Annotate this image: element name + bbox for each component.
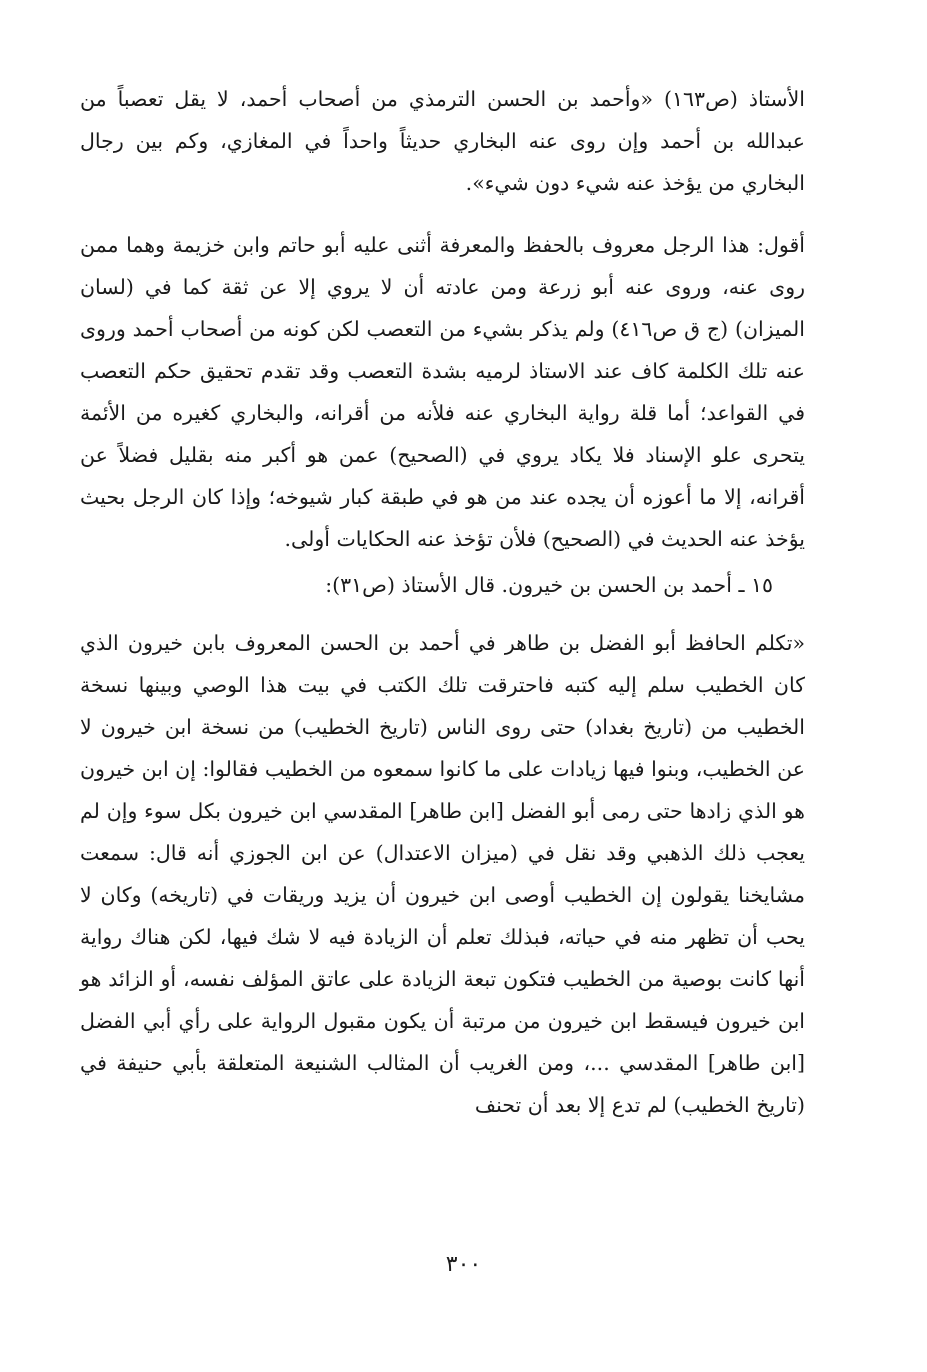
entry-heading: ١٥ ـ أحمد بن الحسن بن خيرون. قال الأستاذ (ص٣١): [325,573,773,597]
paragraph-response: أقول: هذا الرجل معروف بالحفظ والمعرفة أثنى عليه أبو حاتم وابن خزيمة وهما ممن روى عنه، وروى عنه أبو زرعة ومن عادته أن لا يروي إلا عن ثقة كما في (لسان الميزان) (ج ق ص٤١٦) ولم يذكر بشيء من التعصب لكن كونه من أصحاب أحمد وروى عنه تلك الكلمة كاف عند الاستاذ لرميه بشدة التعصب وقد تقدم تحقيق حكم التعصب في القواعد؛ أما قلة رواية البخاري عنه فلأنه من أقرانه، والبخاري كغيره من الأئمة يتحرى علو الإسناد فلا يكاد يروي في (الصحيح) عمن هو أكبر منه بقليل فضلاً عن أقرانه، إلا ما أعوزه أن يجده عند من هو في طبقة كبار شيوخه؛ وإذا كان الرجل بحيث يؤخذ عنه الحديث في (الصحيح) فلأن تؤخذ عنه الحكايات أولى. [80,233,805,551]
paragraph-quote: «تكلم الحافظ أبو الفضل بن طاهر في أحمد بن الحسن المعروف بابن خيرون الذي كان الخطيب سلم إليه كتبه فاحترقت تلك الكتب في بيت هذا الوصي وبينها نسخة الخطيب من (تاريخ بغداد) حتى روى الناس (تاريخ الخطيب) من نسخة ابن خيرون لا عن الخطيب، وبنوا فيها زيادات على ما كانوا سمعوه من الخطيب فقالوا: إن ابن خيرون هو الذي زادها حتى رمى أبو الفضل [ابن طاهر] المقدسي ابن خيرون بكل سوء وإن لم يعجب ذلك الذهبي وقد نقل في (ميزان الاعتدال) عن ابن الجوزي أنه قال: سمعت مشايخنا يقولون إن الخطيب أوصى ابن خيرون أن يزيد وريقات في (تاريخه) وكان لا يحب أن تظهر منه في حياته، فبذلك تعلم أن الزيادة فيه لا شك فيها، لكن هناك رواية أنها كانت بوصية من الخطيب فتكون تبعة الزيادة على عاتق المؤلف نفسه، أو الزائد هو ابن خيرون فيسقط ابن خيرون من مرتبة أن يكون مقبول الرواية على رأي أبي الفضل [ابن طاهر] المقدسي ...، ومن الغريب أن المثالب الشنيعة المتعلقة بأبي حنيفة في (تاريخ الخطيب) لم تدع إلا بعد أن تحنف [80,631,805,1117]
paragraph-quote-continuation: الأستاذ (ص١٦٣) «وأحمد بن الحسن الترمذي من أصحاب أحمد، لا يقل تعصباً من عبدالله بن أحمد وإن روى عنه البخاري حديثاً واحداً في المغازي، وكم بين رجال البخاري من يؤخذ عنه شيء دون شيء». [80,87,805,195]
page-number: ٣٠٠ [445,1252,482,1277]
